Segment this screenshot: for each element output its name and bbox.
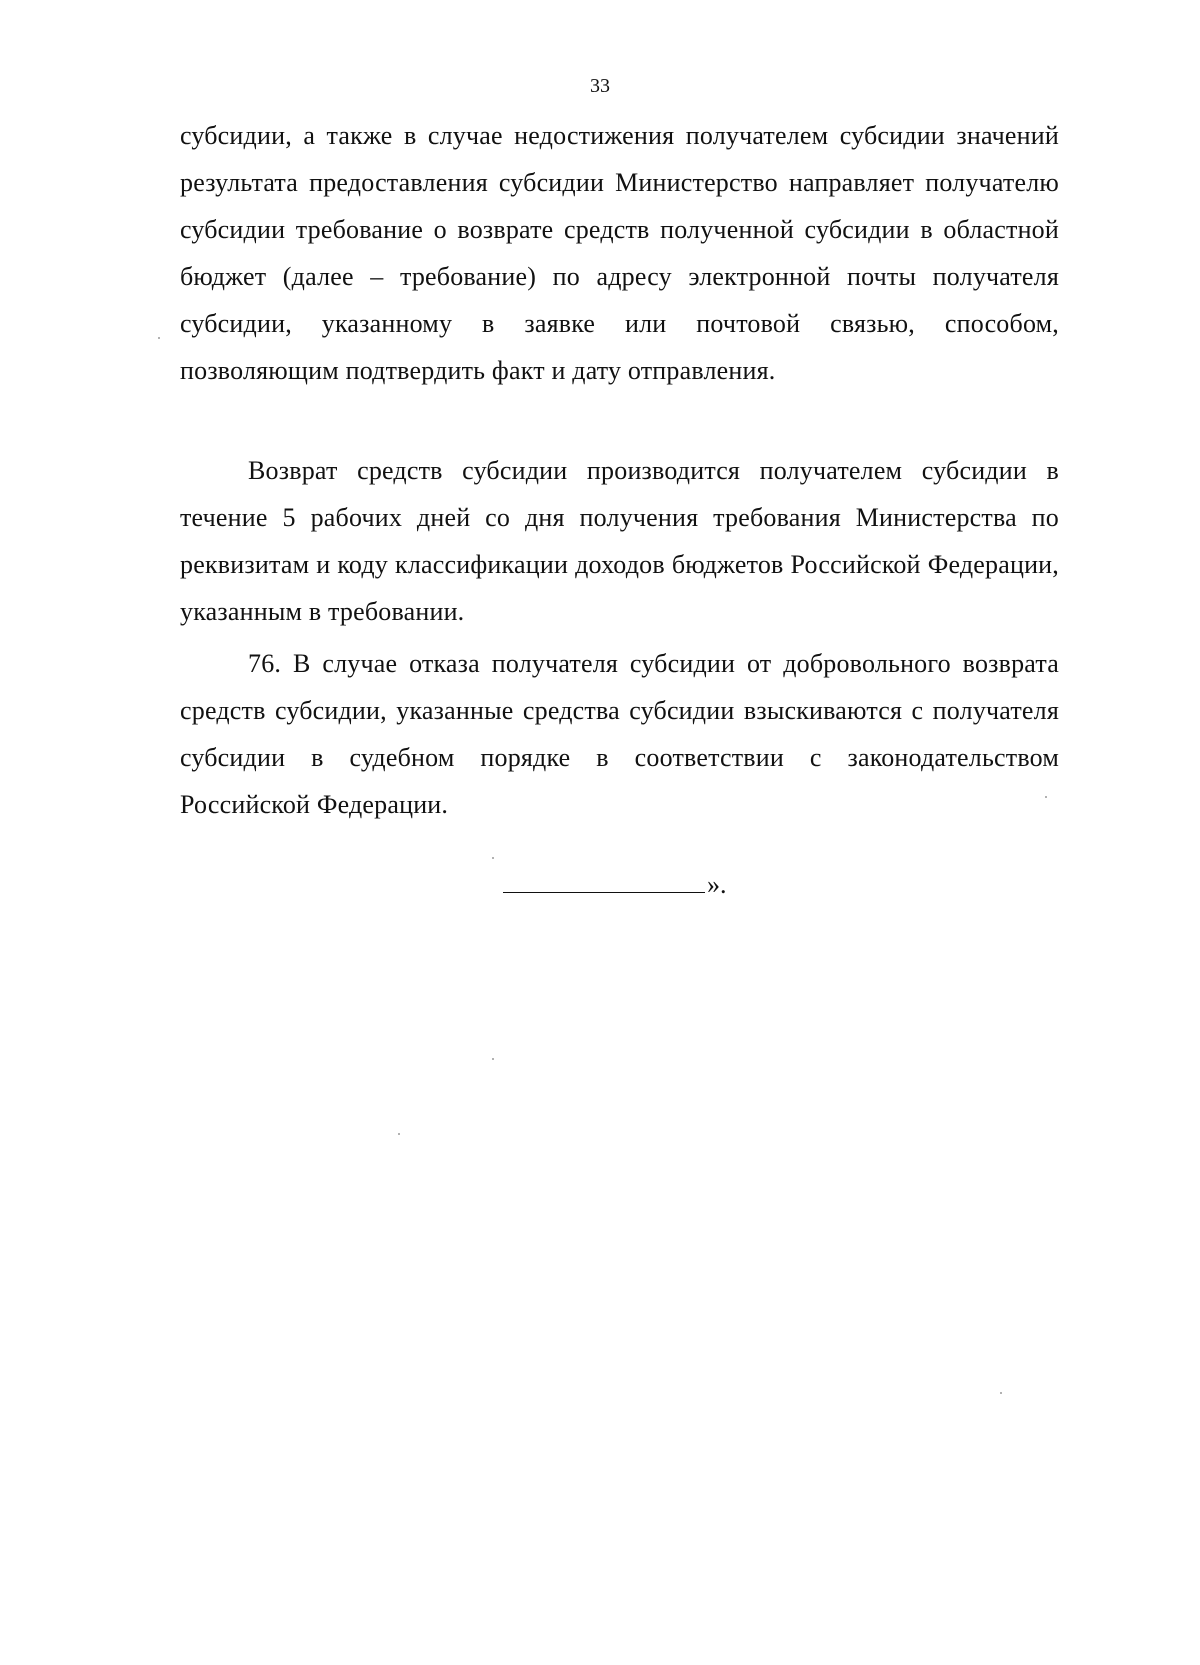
scan-speck <box>398 1133 400 1135</box>
closing-underline <box>503 868 705 893</box>
scan-speck <box>492 1058 494 1060</box>
paragraph-return-of-funds <box>180 447 1059 635</box>
paragraph-continued-text: субсидии, а также в случае недостижения получателем субсидии значений результата предоставления субсидии Министерство направляет получателю субсидии требование о возврате средств полученной субсидии в областной бюджет (далее – требование) по адресу электронной почты получателя субсидии, указанному в заявке или почтовой связью, способом, позволяющим подтвердить факт и дату отправления. <box>180 121 1059 385</box>
closing-mark <box>503 868 727 901</box>
paragraph-return-of-funds-text: Возврат средств субсидии производится получателем субсидии в течение 5 рабочих дней со дня получения требования Министерства по реквизитам и коду классификации доходов бюджетов Российской Федерации, указанным в требовании. <box>180 456 1059 626</box>
closing-quote: ». <box>707 870 727 899</box>
paragraph-item-76-text: 76. В случае отказа получателя субсидии от добровольного возврата средств субсидии, указанные средства субсидии взыскиваются с получателя субсидии в судебном порядке в соответствии с законодательством Российской Федерации. <box>180 649 1059 819</box>
page-number: 33 <box>590 75 610 97</box>
scan-speck <box>1045 796 1047 798</box>
paragraph-continued <box>180 112 1059 394</box>
scan-speck <box>158 337 160 339</box>
scan-speck <box>492 857 494 859</box>
scan-speck <box>1000 1392 1002 1394</box>
paragraph-item-76 <box>180 640 1059 828</box>
